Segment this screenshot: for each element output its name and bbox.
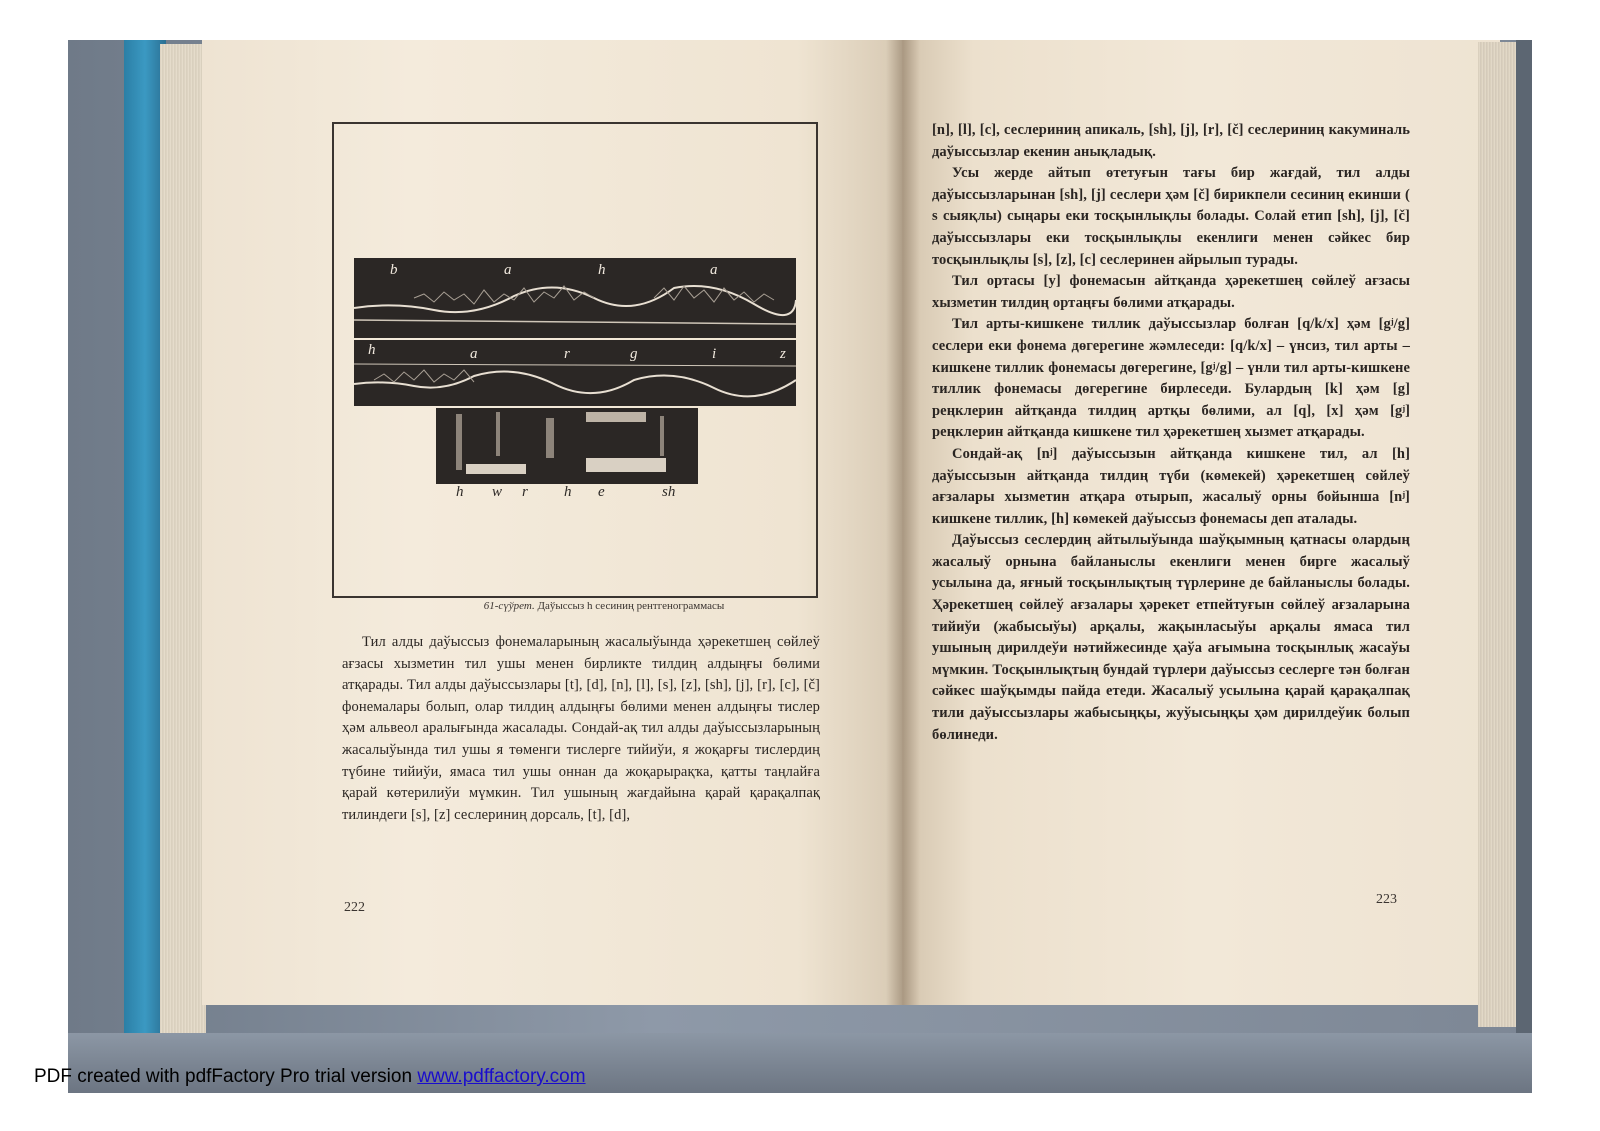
paragraph: Тил арты-кишкене тиллик даўыссызлар болған [q/k/x] ҳәм [gʲ/g] сеслери еки фонема дөгерегине жәмлеседи: [q/k/x] – үнсиз, тил арты – кишкене тиллик фонемасы дөгерегине, [gʲ/g] – үнли тил арты-кишкене тиллик фонемасы дөгерегине бирлеседи. Булардың [k] ҳәм [g] реңклерин айтқанда тилдиң артқы бөлими, ал [q], [x] ҳәм [gʲ] реңклерин айтқанда кишкене тил ҳәрекетшең хызмет атқарады. [932,316,1410,441]
figure-label: g [630,346,638,362]
oscillogram-middle [354,340,796,406]
figure-label: a [710,262,718,278]
figure-caption-text: Даўыссыз h сесиниң рентгенограммасы [537,600,725,612]
figure-label: sh [662,484,676,500]
figure-label: r [522,484,528,500]
page-number: 222 [344,900,365,915]
figure-number: 61-сүўрет. [483,600,535,612]
paragraph: Усы жерде айтып өтетуғын тағы бир жағдай, тил алды даўыссызларынан [sh], [j] сеслери ҳәм [č] бирикпели сесиниң екинши ( s сыяқлы) сыңары еки тосқынлықлы болады. Солай етип [sh], [j], [č] даўыссызлары еки тосқынлықлы екенлиги менен сәйкес бир тосқынлықлы [s], [z], [c] сеслеринен айрылып турады. [932,165,1410,268]
figure-label: b [390,262,398,278]
right-page [902,40,1500,1005]
paragraph: Сондай-ақ [nʲ] даўыссызын айтқанда кишкене тил, ал [h] даўыссызын айтқанда тилдиң түби (көмекей) ҳәрекетшең сөйлеў ағзалары хызметин атқара отырып, жасалыў орны бойынша [nʲ] кишкене тиллик, [h] көмекей даўыссыз фонемасы деп аталады. [932,445,1410,527]
figure-label: e [598,484,605,500]
spectrogram [436,408,698,484]
left-page [202,40,902,1005]
figure-label: h [368,342,376,358]
paragraph: Тил ортасы [y] фонемасын айтқанда ҳәрекетшең сөйлеў ағзасы хызметин тилдиң ортаңғы бөлими атқарады. [932,273,1410,311]
paragraph: [n], [l], [c], сеслериниң апикаль, [sh], [j], [r], [č] сеслериниң какуминаль даўыссызлар екенин анықладық. [932,122,1410,160]
oscillogram-top [354,258,796,338]
footer-link[interactable]: www.pdffactory.com [417,1066,586,1087]
paragraph: Даўыссыз сеслердиң айтылыўында шаўқымның қатнасы олардың жасалыў орнына байланыслы екенлиги менен бирге жасалыў усылына да, яғный тосқынлықтың түрлерине де байланыслы болады. Ҳәрекетшең сөйлеў ағзалары ҳәрекет етпейтуғын сөйлеў ағзаларына тийиўи (жабысыўы) арқалы, жақынласыўы арқалы ямаса тил ушының дирилдеўи нәтийжесинде ҳаўа ағымына тосқынлық жасаўы мүмкин. Тосқынлықтың бундай түрлери даўыссыз сеслерге тән болған сәйкес шаўқымды пайда етеди. Жасалыў усылына қарай қарақалпақ тили даўыссызлары жабысыңқы, жуўысыңқы ҳәм дирилдеўик болып бөлинеди. [932,532,1410,743]
book-edge-right [1516,40,1532,1040]
right-page-text [932,120,1410,746]
figure-label: i [712,346,717,362]
figure-caption [394,600,814,612]
paragraph: Тил алды даўыссыз фонемаларының жасалыўында ҳәрекетшең сөйлеў ағзасы хызметин тил ушы менен бирликте тилдиң алдыңғы бөлими атқарады. Тил алды даўыссызлары [t], [d], [n], [l], [s], [z], [sh], [j], [r], [c], [č] фонемалары болып, олар тилдиң алдыңғы бөлими менен алдыңғы тислер ҳәм альвеол аралығында жасалады. Сондай-ақ тил алды даўыссызларының жасалыўында тил ушы я төменги тислерге тийиўи, я жоқарғы тислердиң түбине тийиўи, ямаса тил ушы оннан да жоқарырақҡа, қатты таңлайға қарай көтерилиўи мүмкин. Тил ушының жағдайына қарай қарақалпақ тилиндеги [s], [z] сеслериниң дорсаль, [t], [d], [342,634,820,823]
figure-label: w [492,484,503,500]
page-stack-left [160,44,206,1034]
figure-label: a [470,346,478,362]
figure-label: r [564,346,570,362]
footer-text: PDF created with pdfFactory Pro trial version [34,1066,418,1087]
page-stack-right [1478,42,1518,1027]
scanned-book-spread [68,40,1532,1093]
figure-label: z [780,346,786,362]
figure-label: h [564,484,572,500]
figure-label: a [504,262,512,278]
book-gutter [886,40,920,1005]
page-number: 223 [1376,892,1397,907]
pdf-footer [34,1066,586,1088]
figure-label: h [598,262,606,278]
figure-label: h [456,484,464,500]
left-page-text [342,632,820,826]
